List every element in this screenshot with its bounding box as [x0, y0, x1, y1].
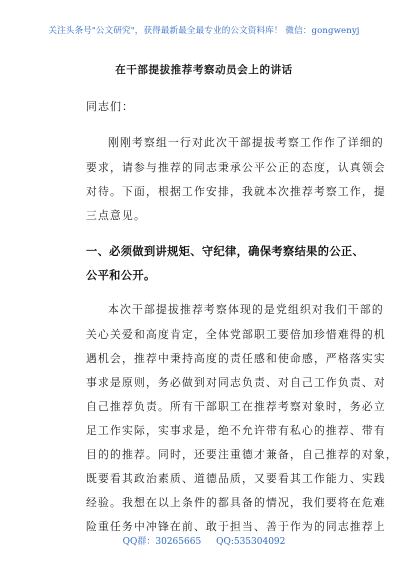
salutation: 同志们：: [86, 100, 134, 113]
section-heading-line: 公平和公开。: [86, 268, 156, 282]
paragraph-line: 关心关爱和高度肯定，全体党部职工要倍加珍惜难得的机: [86, 328, 386, 341]
paragraph-line: 足工作实际，实事求是，绝不允许带有私心的推荐、带有: [86, 424, 386, 437]
paragraph-line: 本次干部提拔推荐考察体现的是党组织对我们干部的: [108, 303, 384, 316]
document-title: 在干部提拔推荐考察动员会上的讲话: [115, 64, 293, 76]
paragraph-line: 险重任务中冲锋在前、敢于担当、善于作为的同志推荐上: [86, 520, 386, 533]
paragraph-line: 目的的推荐。同时，还要注重德才兼备，自己推荐的对象，: [86, 448, 398, 461]
paragraph-line: 既要看其政治素质、道德品质，又要看其工作能力、实践: [86, 472, 386, 485]
footer-qq: QQ:535304092: [216, 537, 286, 547]
header-promo-note: 关注头条号"公文研究"，获得最新最全最专业的公文资料库！ 微信：gongwenyj: [48, 26, 360, 36]
footer-qq-group: QQ群：30265665: [122, 537, 202, 547]
paragraph-line: 经验。我想在以上条件的都具备的情况，我们要将在危难: [86, 496, 386, 509]
paragraph-line: 遇机会，推荐中秉持高度的责任感和使命感，严格落实实: [86, 352, 386, 365]
paragraph-line: 三点意见。: [86, 209, 146, 222]
paragraph-line: 事求是原则，务必做到对同志负责、对自己工作负责、对: [86, 376, 386, 389]
paragraph-line: 要求，请参与推荐的同志秉承公平公正的态度，认真领会: [86, 161, 386, 174]
section-heading-line: 一、必须做到讲规矩、守纪律，确保考察结果的公正、: [86, 244, 365, 258]
paragraph-line: 自己推荐负责。所有干部职工在推荐考察对象时，务必立: [86, 400, 386, 413]
paragraph-line: 刚刚考察组一行对此次干部提拔考察工作作了详细的: [108, 136, 384, 149]
paragraph-line: 对待。下面，根据工作安排，我就本次推荐考察工作，提: [86, 185, 386, 198]
footer-contact: [0, 534, 408, 547]
